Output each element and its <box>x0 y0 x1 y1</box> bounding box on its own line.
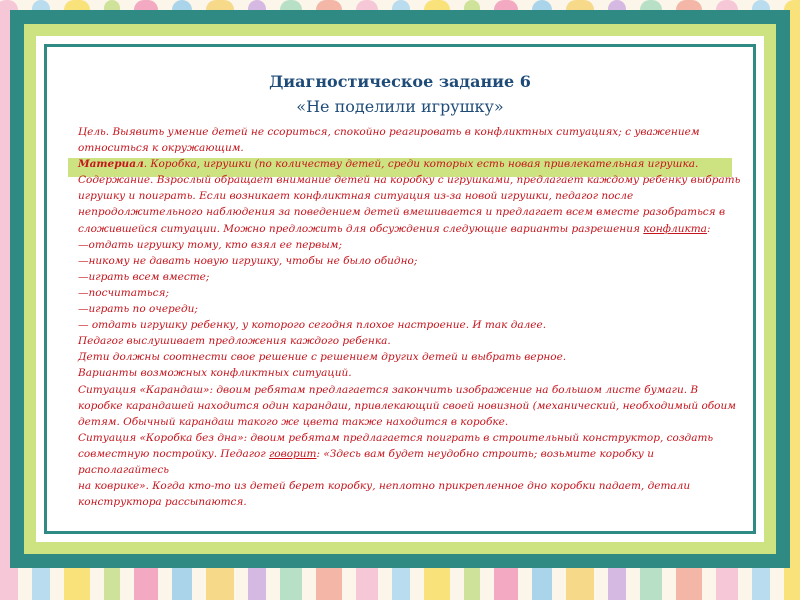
text-line <box>78 478 722 494</box>
text-segment: Педагог выслушивает предложения каждого ребенка. <box>78 335 391 348</box>
text-segment: детям. Обычный карандаш такого же цвета также находится в коробке. <box>78 415 509 428</box>
text-segment: . Коробка, игрушки (по количеству детей, среди которых есть новая привлекательная игрушка. <box>143 158 699 171</box>
text-segment: Ситуация «Коробка без дна»: двоим ребятам предлагается поиграть в строительный конструктор, создать <box>78 431 714 444</box>
text-segment: : <box>706 222 711 235</box>
text-line <box>78 494 722 510</box>
text-segment: — отдать игрушку ребенку, у которого сегодня плохое настроение. И так далее. <box>78 319 547 332</box>
text-line <box>78 188 722 204</box>
text-line <box>78 253 722 269</box>
text-line <box>78 317 722 333</box>
bold-word: Материал <box>78 158 144 171</box>
text-line <box>78 430 722 446</box>
text-segment: совместную постройку. Педагог <box>78 447 269 460</box>
text-line <box>78 204 726 220</box>
text-segment: коробке карандашей находится один карандаш, привлекающий своей новизной (механический, необходимый обоим <box>78 399 736 412</box>
text-line <box>78 140 722 156</box>
text-line <box>78 365 722 381</box>
text-line <box>78 172 741 188</box>
text-segment: игрушку и поиграть. Если возникает конфликтная ситуация из-за новой игрушки, педагог после <box>78 190 634 203</box>
text-segment: располагайтесь <box>78 463 169 476</box>
text-segment: непродолжительного наблюдения за поведением детей вмешивается и предлагает всем вместе разобраться в <box>78 206 726 219</box>
text-line <box>78 301 722 317</box>
text-line <box>78 333 722 349</box>
text-line <box>78 269 722 285</box>
underlined-word: конфликта <box>643 222 707 235</box>
text-segment: Дети должны соотнести свое решение с решением других детей и выбрать верное. <box>78 351 567 364</box>
text-segment: —играть всем вместе; <box>78 270 210 283</box>
text-line <box>78 382 722 398</box>
slide-subtitle: «Не поделили игрушку» <box>296 97 504 116</box>
text-segment: —никому не давать новую игрушку, чтобы не было обидно; <box>78 254 418 267</box>
text-segment: сложившейся ситуации. Можно предложить для обсуждения следующие варианты разрешения <box>78 222 644 235</box>
underlined-word: говорит <box>268 447 317 460</box>
slide-body-text <box>78 124 741 510</box>
text-line <box>78 349 722 365</box>
slide-title: Диагностическое задание 6 <box>269 72 531 91</box>
text-segment: на коврике». Когда кто-то из детей берет коробку, неплотно прикрепленное дно коробки падает, детали <box>78 480 691 493</box>
text-segment: Цель. Выявить умение детей не ссориться, спокойно реагировать в конфликтных ситуациях; с уважением <box>78 126 700 138</box>
text-segment: относиться к окружающим. <box>78 142 244 155</box>
text-segment: —отдать игрушку тому, кто взял ее первым; <box>78 238 343 251</box>
text-segment: —посчитаться; <box>78 286 170 299</box>
text-segment: конструктора рассыпаются. <box>78 496 247 509</box>
text-segment: —играть по очереди; <box>78 303 198 316</box>
text-line <box>78 446 722 462</box>
text-line <box>78 124 722 140</box>
text-segment: Содержание. Взрослый обращает внимание детей на коробку с игрушками, предлагает каждому ребенку выбрать <box>78 174 741 187</box>
text-line <box>78 398 736 414</box>
text-segment: : «Здесь вам будет неудобно строить; возьмите коробку и <box>316 447 654 460</box>
text-segment: Варианты возможных конфликтных ситуаций. <box>78 367 352 380</box>
text-line <box>78 221 722 237</box>
text-line <box>78 237 722 253</box>
text-line <box>78 156 722 172</box>
text-line <box>78 414 722 430</box>
text-segment: Ситуация «Карандаш»: двоим ребятам предлагается закончить изображение на большом листе бумаги. В <box>78 383 699 396</box>
text-line <box>78 462 722 478</box>
text-line <box>78 285 722 301</box>
